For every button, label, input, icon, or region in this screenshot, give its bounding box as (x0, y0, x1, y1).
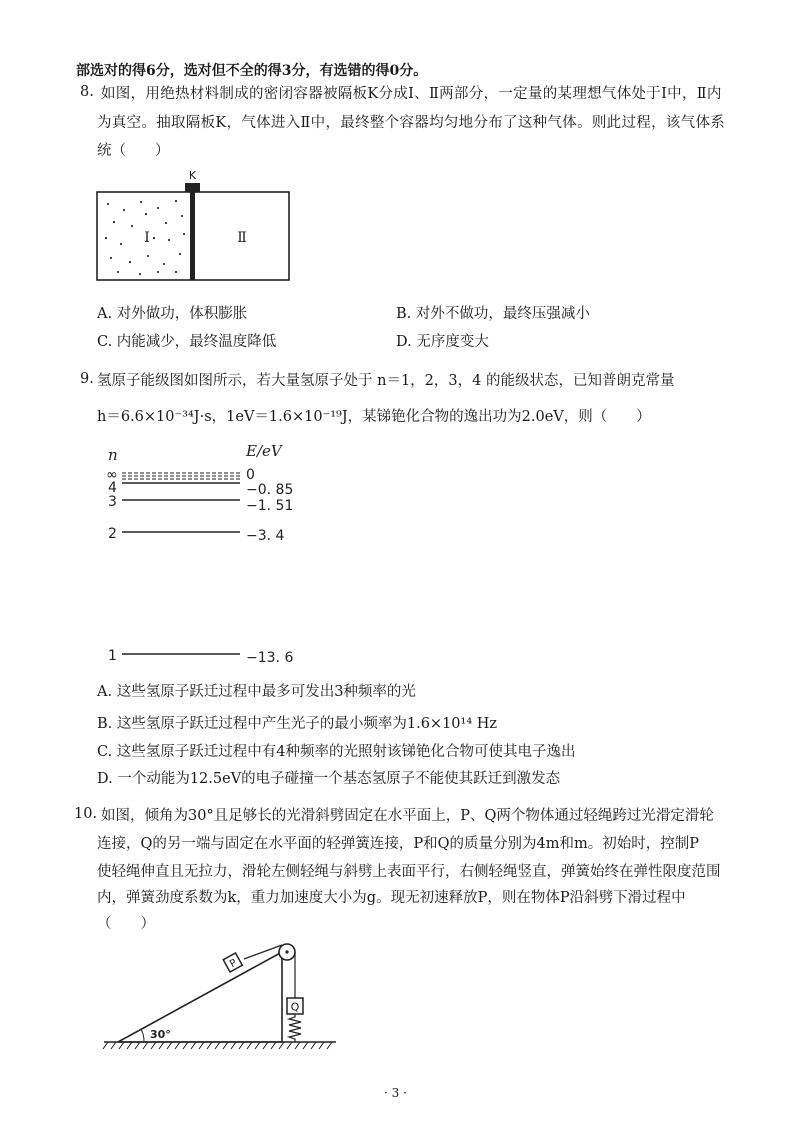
label-region-1: Ⅰ (144, 230, 150, 246)
q9-option-a[interactable]: A. 这些氢原子跃迁过程中最多可发出3种频率的光 (97, 684, 416, 700)
energy-level-diagram (100, 438, 320, 670)
q9-number: 9. (80, 371, 94, 387)
continuum-lines (122, 473, 240, 479)
q8-container-figure (96, 168, 296, 284)
q8-stem-line1: 如图，用绝热材料制成的密闭容器被隔板K分成Ⅰ、Ⅱ两部分，一定量的某理想气体处于Ⅰ中，Ⅱ内 (101, 86, 722, 102)
n-axis-label: n (108, 446, 118, 464)
label-q: Q (290, 1000, 300, 1014)
q9-option-b[interactable]: B. 这些氢原子跃迁过程中产生光子的最小频率为1.6×10¹⁴ Hz (97, 716, 498, 732)
partition-handle (185, 183, 200, 192)
q10-stem-line2: 连接，Q的另一端与固定在水平面的轻弹簧连接，P和Q的质量分别为4m和m。初始时，控制P (97, 836, 700, 852)
level-e-2: −3. 4 (246, 528, 285, 544)
q8-option-b[interactable]: B. 对外不做功，最终压强减小 (396, 306, 590, 322)
level-n-2: 2 (108, 526, 117, 542)
label-p: P (228, 957, 239, 971)
q8-stem-line3: 统（ ） (97, 143, 170, 159)
level-n-1: 1 (108, 648, 117, 664)
q9-stem-line2: h＝6.6×10⁻³⁴J·s，1eV＝1.6×10⁻¹⁹J，某锑铯化合物的逸出功为2.0eV，则（ ） (97, 409, 651, 425)
incline-pulley-figure (100, 936, 340, 1058)
q9-stem-line1: 氢原子能级图如图所示，若大量氢原子处于 n＝1，2，3，4 的能级状态，已知普朗克常量 (97, 373, 675, 389)
energy-axis-label: E/eV (246, 442, 282, 460)
level-e-inf: 0 (246, 467, 255, 483)
angle-label: 30° (150, 1028, 171, 1041)
level-e-4: −0. 85 (246, 482, 294, 498)
q10-number: 10. (74, 806, 98, 822)
q9-option-d[interactable]: D. 一个动能为12.5eV的电子碰撞一个基态氢原子不能使其跃迁到激发态 (97, 771, 561, 787)
level-n-3: 3 (108, 494, 117, 510)
page-number: · 3 · (384, 1086, 407, 1100)
block-p (223, 953, 242, 972)
label-k: K (188, 169, 197, 182)
q8-number: 8. (80, 84, 94, 100)
level-e-3: −1. 51 (246, 498, 294, 514)
pulley-axle (285, 950, 288, 953)
scoring-rule: 部选对的得6分，选对但不全的得3分，有选错的得0分。 (76, 63, 428, 79)
q10-stem-line5: （ ） (97, 916, 155, 932)
angle-arc (141, 1029, 144, 1042)
partition-k (190, 192, 195, 280)
q9-option-c[interactable]: C. 这些氢原子跃迁过程中有4种频率的光照射该锑铯化合物可使其电子逸出 (97, 744, 576, 760)
level-n-4: 4 (108, 480, 117, 496)
q8-option-d[interactable]: D. 无序度变大 (396, 334, 489, 350)
level-e-1: −13. 6 (246, 650, 294, 666)
rope-left (244, 945, 282, 959)
q10-stem-line3: 使轻绳伸直且无拉力，滑轮左侧轻绳与斜劈上表面平行，右侧轻绳竖直，弹簧始终在弹性限度范围 (97, 864, 721, 880)
ground-hatching (103, 1042, 332, 1049)
q10-stem-line1: 如图，倾角为30°且足够长的光滑斜劈固定在水平面上，P、Q两个物体通过轻绳跨过光滑定滑轮 (101, 808, 714, 824)
level-n-inf: ∞ (106, 467, 118, 483)
label-region-2: Ⅱ (237, 230, 247, 246)
q8-option-c[interactable]: C. 内能减少，最终温度降低 (97, 334, 277, 350)
incline-wedge (118, 952, 282, 1042)
q8-option-a[interactable]: A. 对外做功，体积膨胀 (97, 306, 248, 322)
q10-stem-line4: 内，弹簧劲度系数为k，重力加速度大小为g。现无初速释放P，则在物体P沿斜劈下滑过程中 (97, 890, 686, 906)
q8-stem-line2: 为真空。抽取隔板K，气体进入Ⅱ中，最终整个容器均匀地分布了这种气体。则此过程，该气体系 (97, 115, 726, 131)
spring (289, 1014, 301, 1042)
